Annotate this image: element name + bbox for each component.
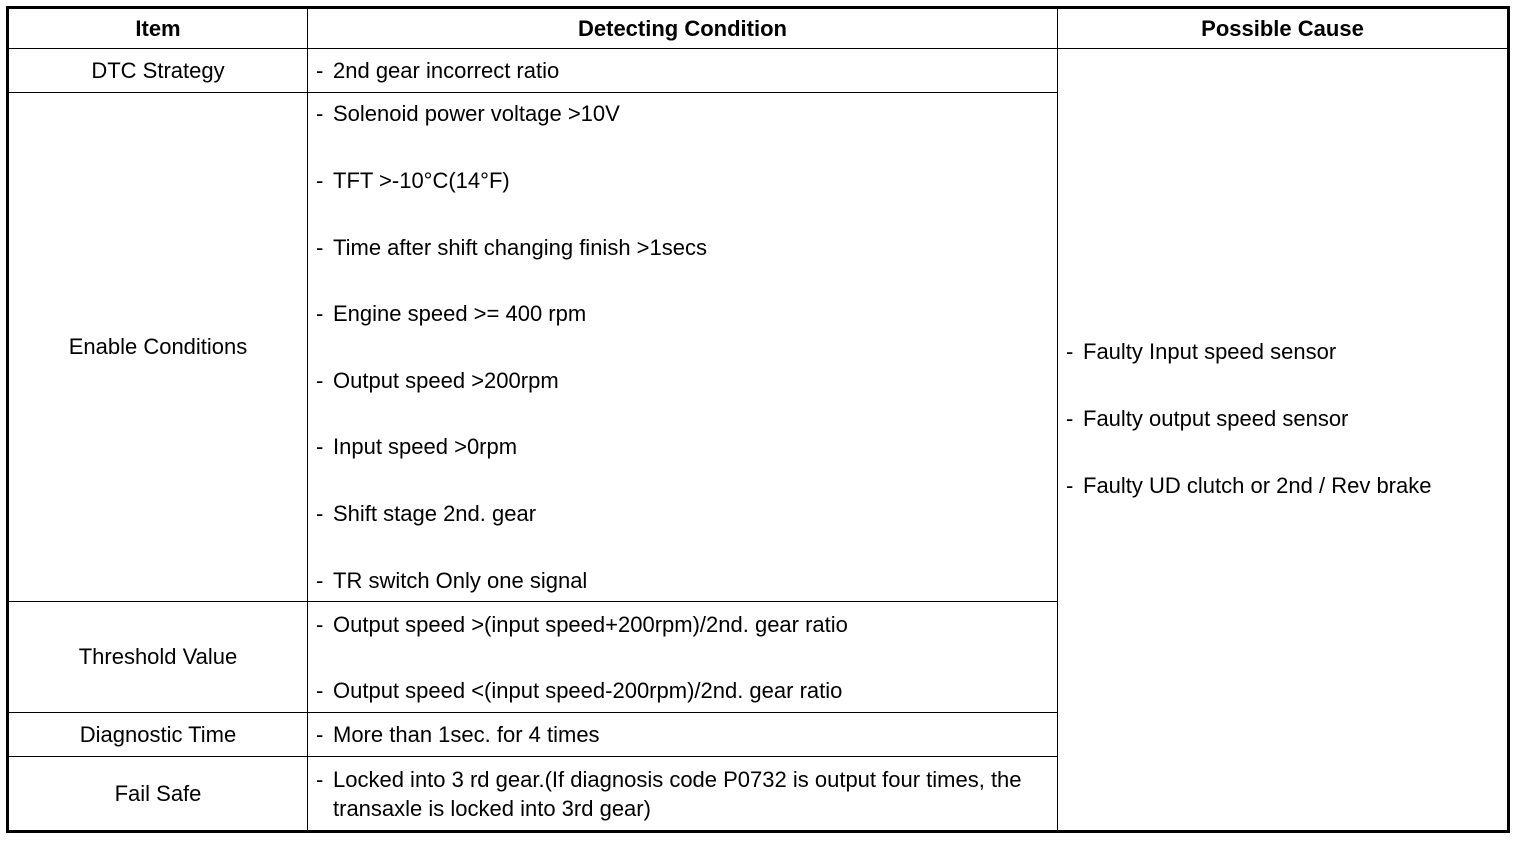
condition-dtc-strategy	[308, 49, 1058, 93]
dash-bullet: -	[316, 611, 324, 637]
condition-text: Input speed >0rpm	[333, 434, 518, 460]
cause-text: Faulty UD clutch or 2nd / Rev brake	[1083, 473, 1432, 498]
condition-item	[316, 366, 1049, 395]
condition-item	[316, 56, 1049, 85]
dash-bullet: -	[316, 234, 324, 260]
header-item: Item	[8, 8, 308, 49]
condition-text: Output speed >200rpm	[333, 367, 559, 393]
dash-bullet: -	[1066, 339, 1074, 364]
condition-item	[316, 676, 1049, 705]
condition-threshold-value	[308, 602, 1058, 713]
dash-bullet: -	[316, 367, 324, 393]
dash-bullet: -	[1066, 406, 1074, 431]
item-enable-conditions: Enable Conditions	[8, 93, 308, 602]
condition-text: TFT >-10°C(14°F)	[333, 168, 510, 194]
dash-bullet: -	[316, 301, 324, 327]
header-detecting-condition: Detecting Condition	[308, 8, 1058, 49]
cause-item	[1066, 337, 1499, 366]
dash-bullet: -	[316, 168, 324, 194]
dash-bullet: -	[316, 722, 324, 747]
dash-bullet: -	[316, 567, 324, 593]
item-dtc-strategy: DTC Strategy	[8, 49, 308, 93]
condition-item	[316, 566, 1049, 595]
condition-list	[308, 56, 1057, 85]
condition-text: Engine speed >= 400 rpm	[333, 301, 587, 327]
cause-item	[1066, 471, 1499, 500]
condition-item	[316, 233, 1049, 262]
condition-diagnostic-time	[308, 713, 1058, 757]
item-threshold-value: Threshold Value	[8, 602, 308, 713]
cause-item	[1066, 404, 1499, 433]
condition-text: TR switch Only one signal	[333, 567, 588, 593]
condition-text: Shift stage 2nd. gear	[333, 500, 537, 526]
condition-text: More than 1sec. for 4 times	[333, 722, 600, 747]
dash-bullet: -	[316, 58, 324, 83]
dash-bullet: -	[1066, 473, 1074, 498]
condition-list	[308, 720, 1057, 749]
condition-fail-safe	[308, 757, 1058, 832]
condition-list	[308, 610, 1057, 705]
possible-cause-cell	[1058, 49, 1509, 832]
condition-text: Output speed >(input speed+200rpm)/2nd. gear ratio	[333, 611, 848, 637]
condition-text: Time after shift changing finish >1secs	[333, 234, 707, 260]
dtc-table	[6, 6, 1510, 833]
dash-bullet: -	[316, 434, 324, 460]
item-diagnostic-time: Diagnostic Time	[8, 713, 308, 757]
dash-bullet: -	[316, 500, 324, 526]
condition-item	[316, 432, 1049, 461]
condition-item	[316, 166, 1049, 195]
header-possible-cause: Possible Cause	[1058, 8, 1509, 49]
header-row	[8, 8, 1509, 49]
condition-text: Output speed <(input speed-200rpm)/2nd. gear ratio	[333, 677, 843, 703]
condition-item	[316, 610, 1049, 639]
condition-enable-conditions	[308, 93, 1058, 602]
row-dtc-strategy	[8, 49, 1509, 93]
condition-list	[308, 99, 1057, 594]
condition-text: Solenoid power voltage >10V	[333, 101, 620, 127]
condition-item	[316, 720, 1049, 749]
cause-list	[1058, 337, 1507, 500]
condition-list	[308, 765, 1057, 823]
condition-item	[316, 299, 1049, 328]
condition-item	[316, 99, 1049, 128]
dash-bullet: -	[316, 766, 324, 792]
condition-item	[316, 765, 1049, 823]
cause-text: Faulty Input speed sensor	[1083, 339, 1337, 364]
condition-text: 2nd gear incorrect ratio	[333, 58, 560, 83]
item-fail-safe: Fail Safe	[8, 757, 308, 832]
cause-text: Faulty output speed sensor	[1083, 406, 1349, 431]
condition-text: Locked into 3 rd gear.(If diagnosis code P0732 is output four times, the transaxle is locked into 3rd gear)	[333, 766, 1022, 821]
condition-item	[316, 499, 1049, 528]
dash-bullet: -	[316, 677, 324, 703]
dash-bullet: -	[316, 101, 324, 127]
